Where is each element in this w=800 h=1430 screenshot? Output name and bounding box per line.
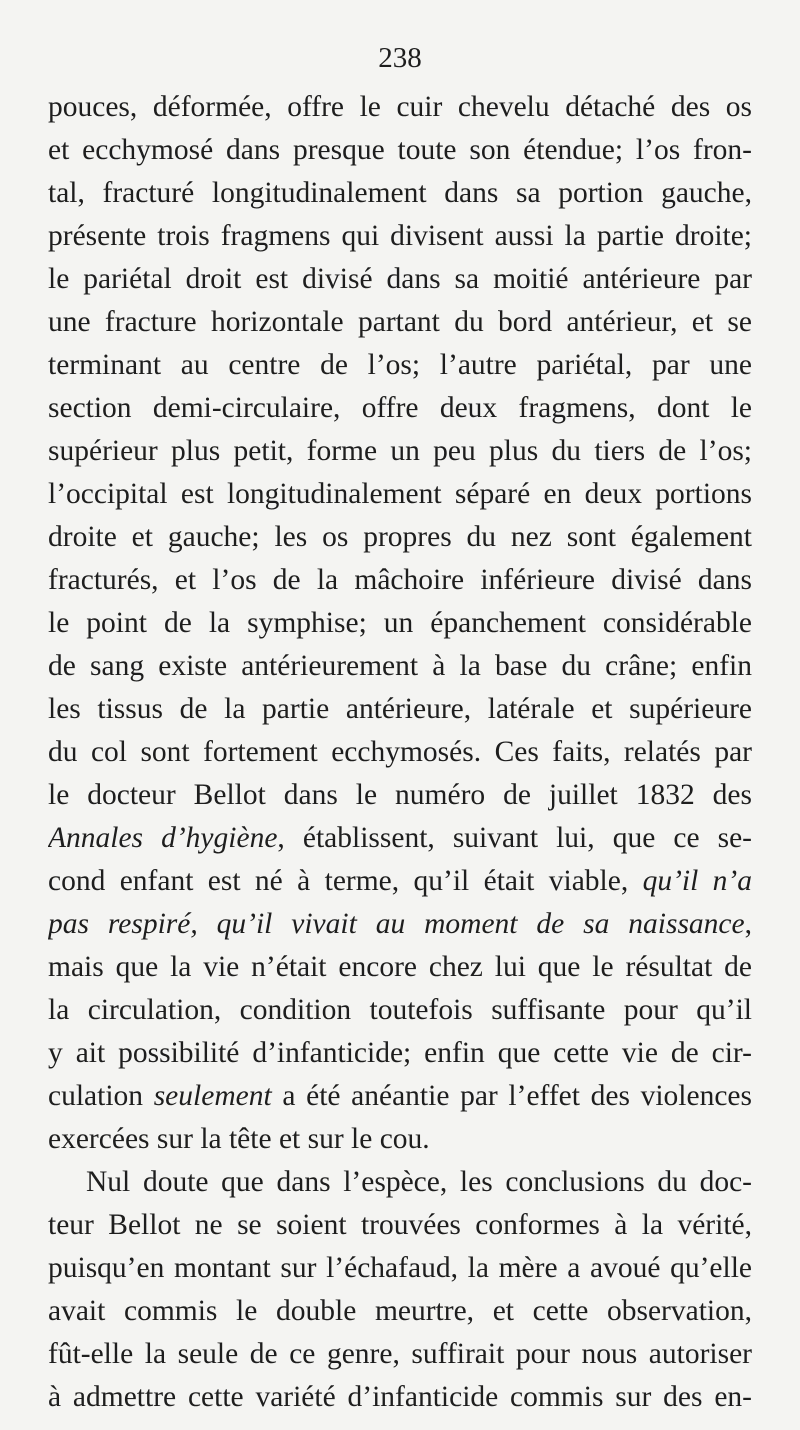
text-line: la circulation, condition toutefois suffisante pour qu’il (48, 994, 752, 1026)
body-text (48, 86, 752, 1419)
text-line: tal, fracturé longitudinalement dans sa portion gauche, (48, 177, 752, 209)
text-line: Nul doute que dans l’espèce, les conclusions du doc- (86, 1166, 752, 1198)
text-line: fût-elle la seule de ce genre, suffirait pour nous autoriser (48, 1338, 752, 1370)
text-line: et ecchymosé dans presque toute son étendue; l’os fron- (48, 134, 752, 166)
text-line: à admettre cette variété d’infanticide commis sur des en- (48, 1381, 752, 1413)
text-line: fracturés, et l’os de la mâchoire inférieure divisé dans (48, 564, 752, 596)
text-line: puisqu’en montant sur l’échafaud, la mère a avoué qu’elle (48, 1252, 752, 1284)
text-line: de sang existe antérieurement à la base du crâne; enfin (48, 650, 752, 682)
text-line: présente trois fragmens qui divisent aussi la partie droite; (48, 220, 752, 252)
text-line: droite et gauche; les os propres du nez sont également (48, 521, 752, 553)
text-line: le pariétal droit est divisé dans sa moitié antérieure par (48, 263, 752, 295)
text-line: terminant au centre de l’os; l’autre pariétal, par une (48, 349, 752, 381)
page-number: 238 (378, 42, 422, 74)
text-line: avait commis le double meurtre, et cette observation, (48, 1295, 752, 1327)
text-line: pouces, déformée, offre le cuir chevelu détaché des os (48, 91, 752, 123)
text-line: supérieur plus petit, forme un peu plus du tiers de l’os; (48, 435, 752, 467)
text-line: y ait possibilité d’infanticide; enfin que cette vie de cir- (48, 1037, 752, 1069)
text-line: une fracture horizontale partant du bord antérieur, et se (48, 306, 752, 338)
text-line: teur Bellot ne se soient trouvées conformes à la vérité, (48, 1209, 752, 1241)
text-line: exercées sur la tête et sur le cou. (48, 1123, 430, 1155)
text-line: culation seulement a été anéantie par l’effet des violences (48, 1080, 752, 1112)
text-line: mais que la vie n’était encore chez lui que le résultat de (48, 951, 752, 983)
text-line: pas respiré, qu’il vivait au moment de sa naissance, (48, 908, 752, 940)
text-line: l’occipital est longitudinalement séparé en deux portions (48, 478, 752, 510)
text-line: section demi-circulaire, offre deux fragmens, dont le (48, 392, 752, 424)
text-line: du col sont fortement ecchymosés. Ces faits, relatés par (48, 736, 752, 768)
text-line: le docteur Bellot dans le numéro de juillet 1832 des (48, 779, 752, 811)
text-line: le point de la symphise; un épanchement considérable (48, 607, 752, 639)
text-line: cond enfant est né à terme, qu’il était viable, qu’il n’a (48, 865, 752, 897)
text-line: Annales d’hygiène, établissent, suivant lui, que ce se- (48, 822, 752, 854)
text-line: les tissus de la partie antérieure, latérale et supérieure (48, 693, 752, 725)
